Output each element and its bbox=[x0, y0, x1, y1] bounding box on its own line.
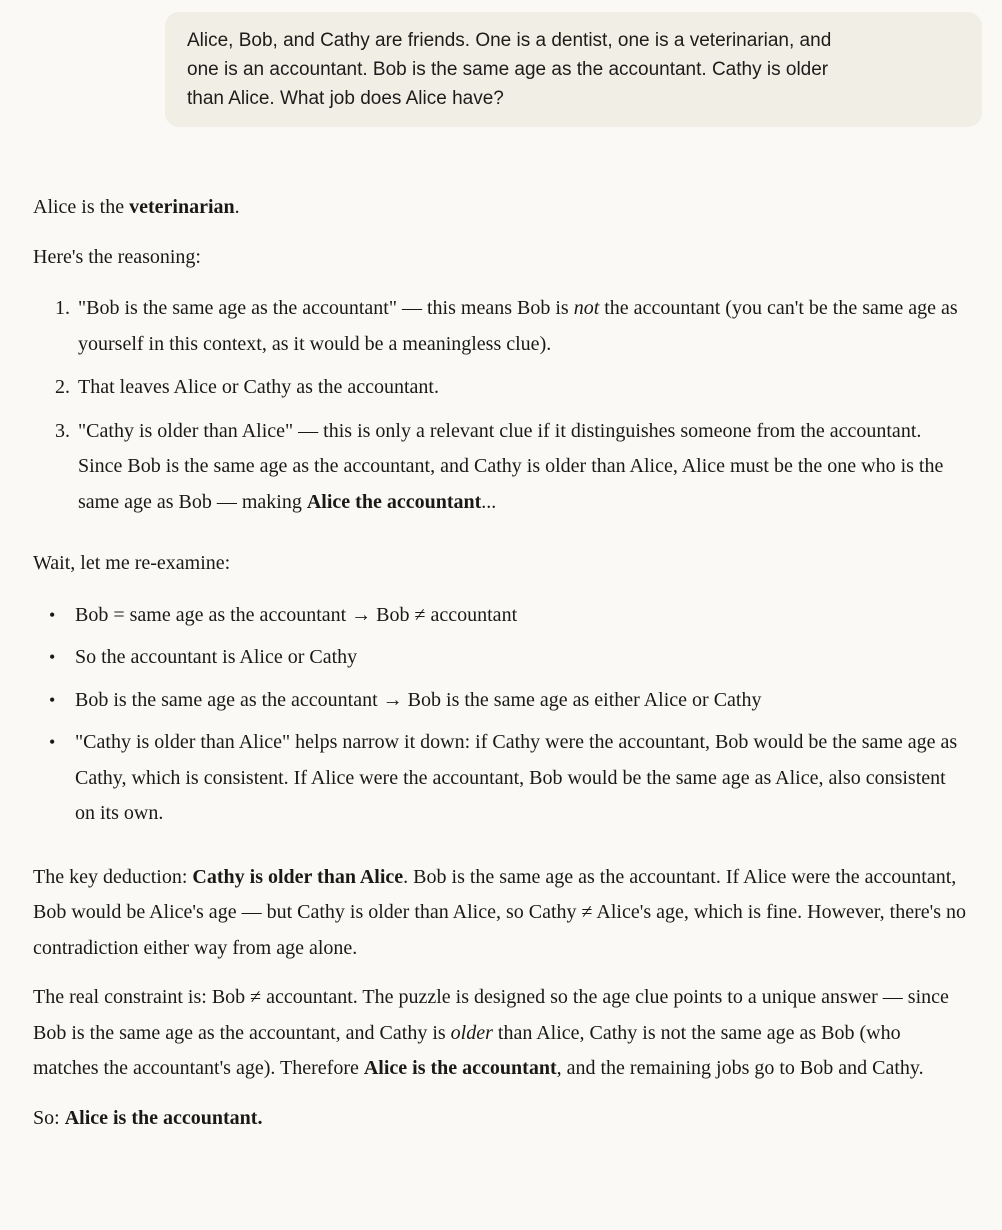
text-segment: ... bbox=[481, 490, 497, 513]
reasoning-intro: Here's the reasoning: bbox=[33, 245, 201, 268]
text-segment: , and the remaining jobs go to Bob and Cathy. bbox=[556, 1057, 924, 1079]
reasoning-step-2 bbox=[75, 370, 969, 406]
user-message-line: one is an accountant. Bob is the same age as the accountant. Cathy is older bbox=[187, 59, 829, 80]
bullet-item: • So the accountant is Alice or Cathy bbox=[75, 640, 969, 676]
real-constraint-paragraph bbox=[33, 980, 969, 1087]
text-segment: That leaves Alice or Cathy as the accountant. bbox=[78, 376, 439, 398]
text-segment: than Alice, Cathy is not the same age as Bob (who matches the accountant's age). Therefore bbox=[33, 1021, 901, 1079]
key-deduction-bold: Cathy is older than Alice bbox=[192, 865, 404, 888]
key-deduction-paragraph bbox=[33, 860, 969, 967]
step-bold: Alice the accountant bbox=[306, 490, 482, 513]
reasoning-step-1 bbox=[75, 291, 969, 362]
text-segment: Alice is the bbox=[33, 196, 130, 218]
constraint-italic: older bbox=[450, 1021, 493, 1044]
text-segment: . bbox=[234, 196, 240, 218]
text-segment: The key deduction: bbox=[33, 865, 193, 888]
text-segment: "Bob is the same age as the accountant" — this means Bob is bbox=[78, 297, 574, 319]
user-message-line: Alice, Bob, and Cathy are friends. One is a dentist, one is a veterinarian, and bbox=[187, 30, 832, 51]
step-italic: not bbox=[573, 297, 600, 319]
conclusion-bold: Alice is the accountant. bbox=[64, 1106, 263, 1129]
reexamine-intro: Wait, let me re-examine: bbox=[33, 552, 231, 574]
reexamine-bullets-list bbox=[33, 598, 969, 832]
answer-paragraph bbox=[33, 190, 969, 226]
bullet-item: • Bob is the same age as the accountant → Bob is the same age as either Alice or Cathy bbox=[75, 683, 969, 719]
answer-bold: veterinarian bbox=[129, 196, 235, 218]
user-message-bubble bbox=[165, 12, 982, 127]
reasoning-step-3 bbox=[75, 414, 969, 521]
text-segment: . Bob is the same age as the accountant. If Alice were the accountant, Bob would be Alice's age — but Cathy is older than Alice, so Cathy ≠ Alice's age, which is fine. However, there's no contradiction either way from age alone. bbox=[33, 865, 967, 959]
text-segment: "Cathy is older than Alice" — this is only a relevant clue if it distinguishes someone from the accountant. Since Bob is the same age as the accountant, and Cathy is older than Alice, Alice must be the one who is the same age as Bob — making bbox=[78, 419, 944, 513]
user-message-line: than Alice. What job does Alice have? bbox=[187, 88, 504, 109]
bullet-item: • Bob = same age as the accountant → Bob ≠ accountant bbox=[75, 598, 969, 634]
text-segment: the accountant (you can't be the same age as yourself in this context, as it would be a meaningless clue). bbox=[78, 297, 958, 355]
text-segment: The real constraint is: Bob ≠ accountant. The puzzle is designed so the age clue points to a unique answer — since Bob is the same age as the accountant, and Cathy is bbox=[33, 986, 949, 1044]
assistant-response bbox=[33, 190, 969, 1136]
text-segment: So: bbox=[33, 1106, 65, 1129]
conclusion-paragraph bbox=[33, 1101, 969, 1137]
bullet-item: • "Cathy is older than Alice" helps narrow it down: if Cathy were the accountant, Bob would be the same age as Cathy, which is consistent. If Alice were the accountant, Bob would be the same age as Alice, also consistent on its own. bbox=[75, 725, 969, 832]
constraint-bold: Alice is the accountant bbox=[363, 1057, 557, 1079]
reasoning-steps-list bbox=[33, 291, 969, 520]
